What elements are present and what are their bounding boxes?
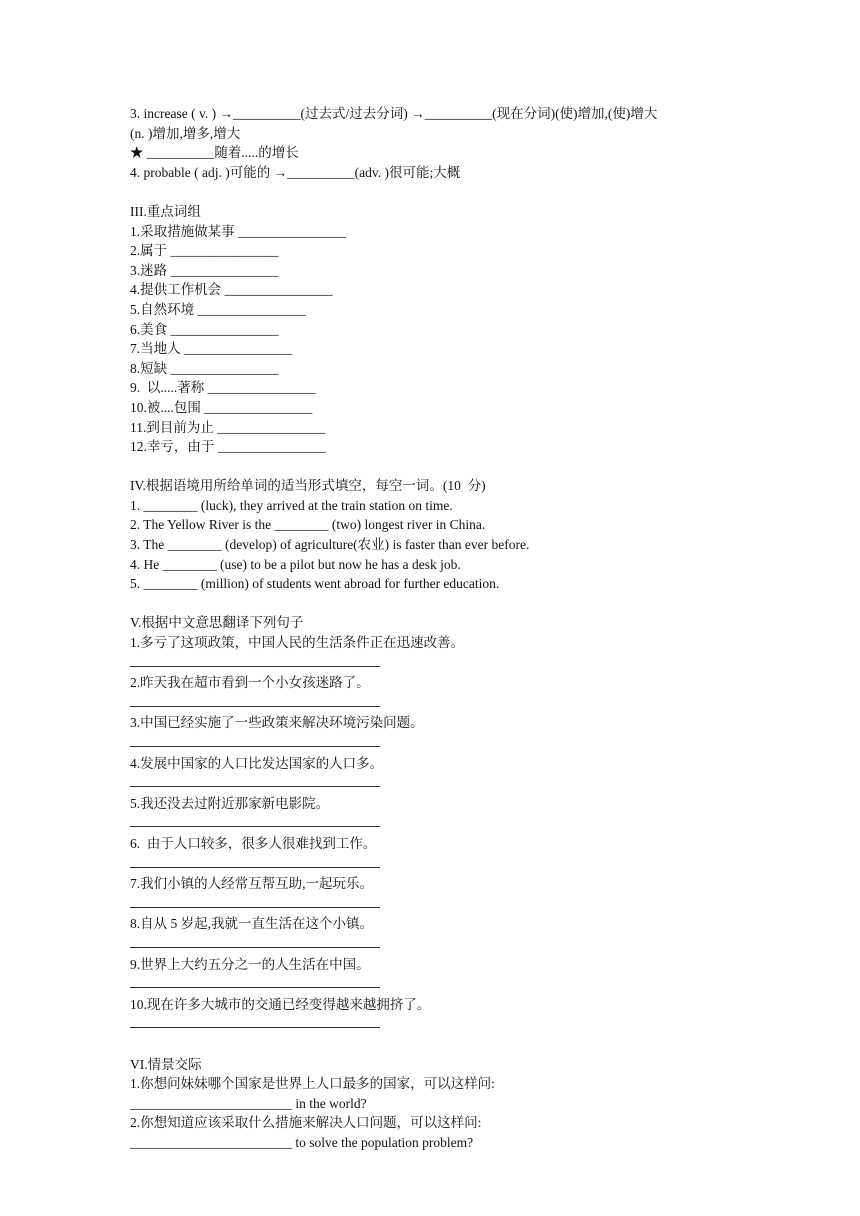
translation-prompt: 7.我们小镇的人经常互帮互助,一起玩乐。	[130, 876, 373, 892]
spacer	[130, 1035, 740, 1055]
translation-prompt: 5.我还没去过附近那家新电影院。	[130, 795, 330, 811]
word-form-increase-noun: (n. )增加,增多,增大	[130, 125, 241, 141]
translation-prompt: 9.世界上大约五分之一的人生活在中国。	[130, 956, 370, 972]
answer-line	[130, 773, 380, 787]
phrase-item: 7.当地人 ________________	[130, 341, 292, 357]
section-title-situational: VI.情景交际	[130, 1056, 202, 1072]
phrase-item: 2.属于 ________________	[130, 243, 279, 259]
fill-blank-item: 2. The Yellow River is the ________ (two) longest river in China.	[130, 517, 486, 533]
fill-blank-section	[130, 476, 740, 594]
situational-prompt: 1.你想问妹妹哪个国家是世界上人口最多的国家，可以这样问:	[130, 1076, 495, 1092]
fill-blank-item: 4. He ________ (use) to be a pilot but now he has a desk job.	[130, 556, 461, 572]
phrase-item: 9. 以.....著称 ________________	[130, 380, 316, 396]
word-forms-section	[130, 104, 740, 182]
spacer	[130, 594, 740, 614]
translation-prompt: 10.现在许多大城市的交通已经变得越来越拥挤了。	[130, 996, 431, 1012]
section-title-translation: V.根据中文意思翻译下列句子	[130, 615, 304, 631]
fill-blank-item: 1. ________ (luck), they arrived at the train station on time.	[130, 497, 453, 513]
translation-prompt: 3.中国已经实施了一些政策来解决环境污染问题。	[130, 715, 424, 731]
section-title-key-phrases: III.重点词组	[130, 203, 201, 219]
phrase-item: 3.迷路 ________________	[130, 262, 279, 278]
answer-line	[130, 1014, 380, 1028]
phrase-item: 4.提供工作机会 ________________	[130, 282, 333, 298]
answer-line	[130, 974, 380, 988]
answer-line	[130, 733, 380, 747]
phrase-item: 6.美食 ________________	[130, 321, 279, 337]
situational-answer: ________________________ in the world?	[130, 1095, 367, 1111]
answer-line	[130, 813, 380, 827]
word-form-increase: 3. increase ( v. ) →__________(过去式/过去分词) →__________(现在分词)(使)增加,(使)增大	[130, 106, 658, 121]
phrase-item: 10.被....包围 ________________	[130, 399, 313, 415]
worksheet-page	[130, 104, 740, 1152]
translation-prompt: 8.自从 5 岁起,我就一直生活在这个小镇。	[130, 916, 373, 932]
answer-line	[130, 653, 380, 667]
answer-line	[130, 693, 380, 707]
phrase-item: 11.到目前为止 ________________	[130, 419, 326, 435]
fill-blank-item: 3. The ________ (develop) of agriculture(农业) is faster than ever before.	[130, 537, 530, 553]
translation-section	[130, 613, 740, 1028]
situational-answer: ________________________ to solve the population problem?	[130, 1134, 474, 1150]
situational-section	[130, 1055, 740, 1153]
phrase-item: 12.幸亏，由于 ________________	[130, 439, 326, 455]
key-phrases-section	[130, 202, 740, 457]
translation-prompt: 2.昨天我在超市看到一个小女孩迷路了。	[130, 675, 370, 691]
fill-blank-item: 5. ________ (million) of students went abroad for further education.	[130, 576, 500, 592]
phrase-item: 8.短缺 ________________	[130, 360, 279, 376]
answer-line	[130, 934, 380, 948]
phrase-item: 5.自然环境 ________________	[130, 301, 306, 317]
spacer	[130, 182, 740, 202]
translation-prompt: 1.多亏了这项政策，中国人民的生活条件正在迅速改善。	[130, 635, 465, 651]
answer-line	[130, 894, 380, 908]
spacer	[130, 457, 740, 477]
phrase-item: 1.采取措施做某事 ________________	[130, 223, 346, 239]
word-form-probable: 4. probable ( adj. )可能的 →__________(adv. )很可能;大概	[130, 164, 461, 180]
situational-prompt: 2.你想知道应该采取什么措施来解决人口问题，可以这样问:	[130, 1115, 482, 1131]
translation-prompt: 4.发展中国家的人口比发达国家的人口多。	[130, 755, 384, 771]
answer-line	[130, 854, 380, 868]
section-title-fill-blank: IV.根据语境用所给单词的适当形式填空，每空一词。(10 分)	[130, 478, 486, 494]
translation-prompt: 6. 由于人口较多，很多人很难找到工作。	[130, 835, 377, 851]
word-form-star-phrase: ★ __________随着.....的增长	[130, 145, 299, 161]
